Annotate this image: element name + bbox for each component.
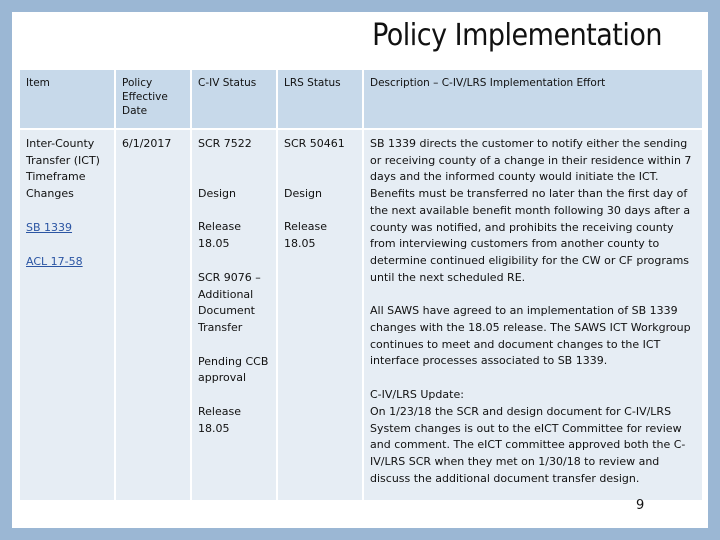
cell-effective-date: 6/1/2017: [116, 130, 190, 500]
table-header-row: [20, 70, 702, 128]
cell-civ-status: [192, 130, 276, 500]
item-text: Inter-County Transfer (ICT) Timeframe Changes: [26, 137, 100, 201]
civ-release: Release 18.05: [198, 220, 241, 251]
page-number: 9: [636, 498, 645, 513]
update-heading: C-IV/LRS Update:: [370, 388, 464, 402]
header-item: Item: [20, 70, 114, 128]
acl-17-58-link[interactable]: ACL 17-58: [26, 254, 83, 268]
cell-item: [20, 130, 114, 500]
civ-scr-9076: SCR 9076 – Additional Document Transfer: [198, 270, 261, 334]
header-description: Description – C-IV/LRS Implementation Effort: [364, 70, 702, 128]
description-paragraph-1: SB 1339 directs the customer to notify either the sending or receiving county of a change in their residence within 7 days and the informed county would initiate the ICT. Benefits must be transferred no later than the first day of the next available benefit month following 30 days after a county was notified, and prohibits the receiving county from interviewing customers from another county to determine continued eligibility for the CW or CF programs until the next scheduled RE.: [370, 137, 692, 284]
header-effective-date: Policy Effective Date: [116, 70, 190, 128]
cell-lrs-status: [278, 130, 362, 500]
lrs-design: Design: [284, 186, 322, 200]
civ-release-2: Release 18.05: [198, 405, 241, 435]
table-row: [20, 130, 702, 500]
description-paragraph-3: On 1/23/18 the SCR and design document for C-IV/LRS System changes is out to the eICT Committee for review and comment. The eICT committee approved both the C-IV/LRS SCR when they met on 1/30/18 to review and discuss the additional document transfer design.: [370, 404, 686, 485]
lrs-release: Release 18.05: [284, 220, 327, 251]
header-lrs-status: LRS Status: [278, 70, 362, 128]
lrs-scr: SCR 50461: [284, 137, 345, 150]
header-civ-status: C-IV Status: [192, 70, 276, 128]
sb-1339-link[interactable]: SB 1339: [26, 220, 73, 234]
policy-table: [18, 68, 704, 502]
description-paragraph-2: All SAWS have agreed to an implementation of SB 1339 changes with the 18.05 release. The SAWS ICT Workgroup continues to meet and document changes to the ICT interface processes associated to SB 1339.: [370, 304, 691, 368]
page-title: Policy Implementation: [372, 18, 662, 53]
civ-pending: Pending CCB approval: [198, 354, 269, 385]
civ-design: Design: [198, 186, 236, 200]
cell-description: [364, 130, 702, 500]
civ-scr: SCR 7522: [198, 137, 252, 150]
